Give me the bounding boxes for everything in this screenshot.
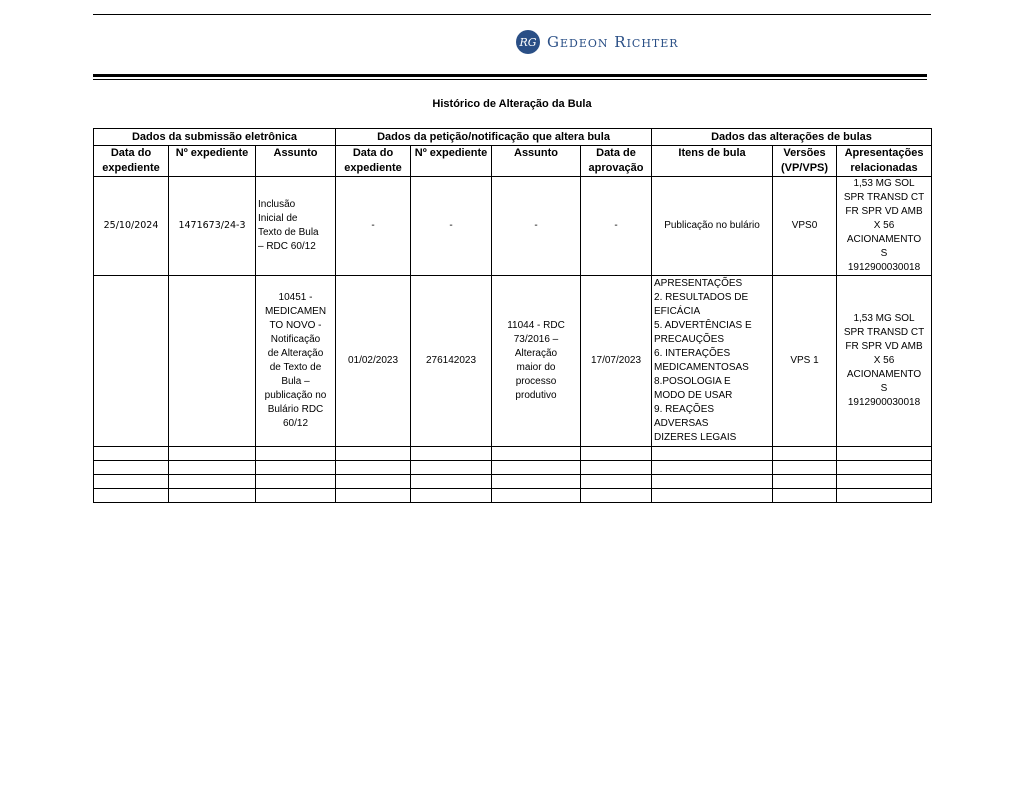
header-thin-rule [93, 79, 927, 80]
cell-sub-data: 25/10/2024 [94, 177, 169, 276]
history-table [93, 128, 932, 503]
cell-pet-assunto: - [492, 177, 581, 276]
logo-text: Gedeon Richter [547, 33, 679, 51]
empty-row [94, 461, 932, 475]
group-header-alteracoes: Dados das alterações de bulas [652, 129, 932, 146]
cell-sub-num: 1471673/24-3 [169, 177, 256, 276]
cell-apresentacoes: 1,53 MG SOL SPR TRANSD CT FR SPR VD AMB X 56 ACIONAMENTO S 1912900030018 [837, 276, 932, 447]
cell-pet-data: 01/02/2023 [336, 276, 411, 447]
cell-versoes: VPS0 [773, 177, 837, 276]
column-header-row [94, 146, 932, 177]
cell-apresentacoes: 1,53 MG SOL SPR TRANSD CT FR SPR VD AMB X 56 ACIONAMENTO S 1912900030018 [837, 177, 932, 276]
empty-row [94, 447, 932, 461]
col-header-sub-num: Nº expediente [169, 146, 256, 177]
top-rule [93, 14, 931, 15]
cell-itens: APRESENTAÇÕES 2. RESULTADOS DE EFICÁCIA 5. ADVERTÊNCIAS E PRECAUÇÕES 6. INTERAÇÕES MEDICAMENTOSAS 8.POSOLOGIA E MODO DE USAR 9. REAÇÕES ADVERSAS DIZERES LEGAIS [652, 276, 773, 447]
table-row [94, 276, 932, 447]
empty-row [94, 489, 932, 503]
col-header-pet-data: Data do expediente [336, 146, 411, 177]
cell-pet-assunto: 11044 - RDC 73/2016 – Alteração maior do processo produtivo [492, 276, 581, 447]
col-header-sub-data: Data do expediente [94, 146, 169, 177]
cell-versoes: VPS 1 [773, 276, 837, 447]
cell-sub-assunto: Inclusão Inicial de Texto de Bula – RDC 60/12 [256, 177, 336, 276]
document-title: Histórico de Alteração da Bula [432, 98, 592, 110]
group-header-peticao: Dados da petição/notificação que altera bula [336, 129, 652, 146]
cell-pet-num: 276142023 [411, 276, 492, 447]
col-header-apresentacoes: Apresentações relacionadas [837, 146, 932, 177]
table-row [94, 177, 932, 276]
cell-sub-assunto: 10451 - MEDICAMEN TO NOVO - Notificação de Alteração de Texto de Bula – publicação no Bulário RDC 60/12 [256, 276, 336, 447]
cell-pet-aprov: - [581, 177, 652, 276]
cell-itens: Publicação no bulário [652, 177, 773, 276]
company-logo [516, 29, 679, 55]
cell-pet-num: - [411, 177, 492, 276]
col-header-pet-aprov: Data de aprovação [581, 146, 652, 177]
group-header-submissao: Dados da submissão eletrônica [94, 129, 336, 146]
cell-sub-num [169, 276, 256, 447]
empty-row [94, 475, 932, 489]
cell-pet-aprov: 17/07/2023 [581, 276, 652, 447]
col-header-itens: Itens de bula [652, 146, 773, 177]
col-header-pet-assunto: Assunto [492, 146, 581, 177]
group-header-row [94, 129, 932, 146]
col-header-pet-num: Nº expediente [411, 146, 492, 177]
col-header-sub-assunto: Assunto [256, 146, 336, 177]
logo-mark-icon: RG [516, 30, 540, 54]
col-header-versoes: Versões (VP/VPS) [773, 146, 837, 177]
cell-pet-data: - [336, 177, 411, 276]
cell-sub-data [94, 276, 169, 447]
header-thick-rule [93, 74, 927, 77]
